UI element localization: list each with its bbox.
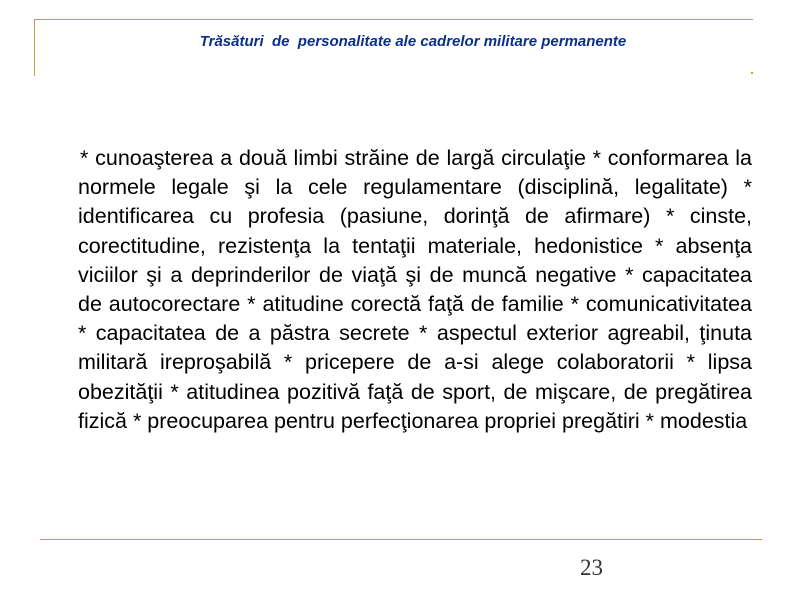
frame-corner-dot <box>751 72 753 74</box>
page-number: 23 <box>580 555 603 580</box>
slide-title: Trăsături de personalitate ale cadrelor militare permanente <box>199 33 627 50</box>
frame-top-line <box>34 19 753 20</box>
frame-bottom-line <box>40 539 762 540</box>
slide-body-text: * cunoaşterea a două limbi străine de largă circulaţie * conformarea la normele legale şi la cele regulamentare (disciplină, legalitate) * identificarea cu profesia (pasiune, dorinţă de afirmare) * cinste, corectitudine, rezistenţa la tentaţii materiale, hedonistice * absenţa viciilor şi a deprinderilor de viaţă şi de muncă negative * capacitatea de autocorectare * atitudine corectă faţă de familie * comunicativitatea * capacitatea de a păstra secrete * aspectul exterior agreabil, ţinuta militară ireproşabilă * pricepere de a-si alege colaboratorii * lipsa obezităţii * atitudinea pozitivă faţă de sport, de mişcare, de pregătirea fizică * preocuparea pentru perfecţionarea propriei pregătiri * modestia <box>78 146 752 433</box>
